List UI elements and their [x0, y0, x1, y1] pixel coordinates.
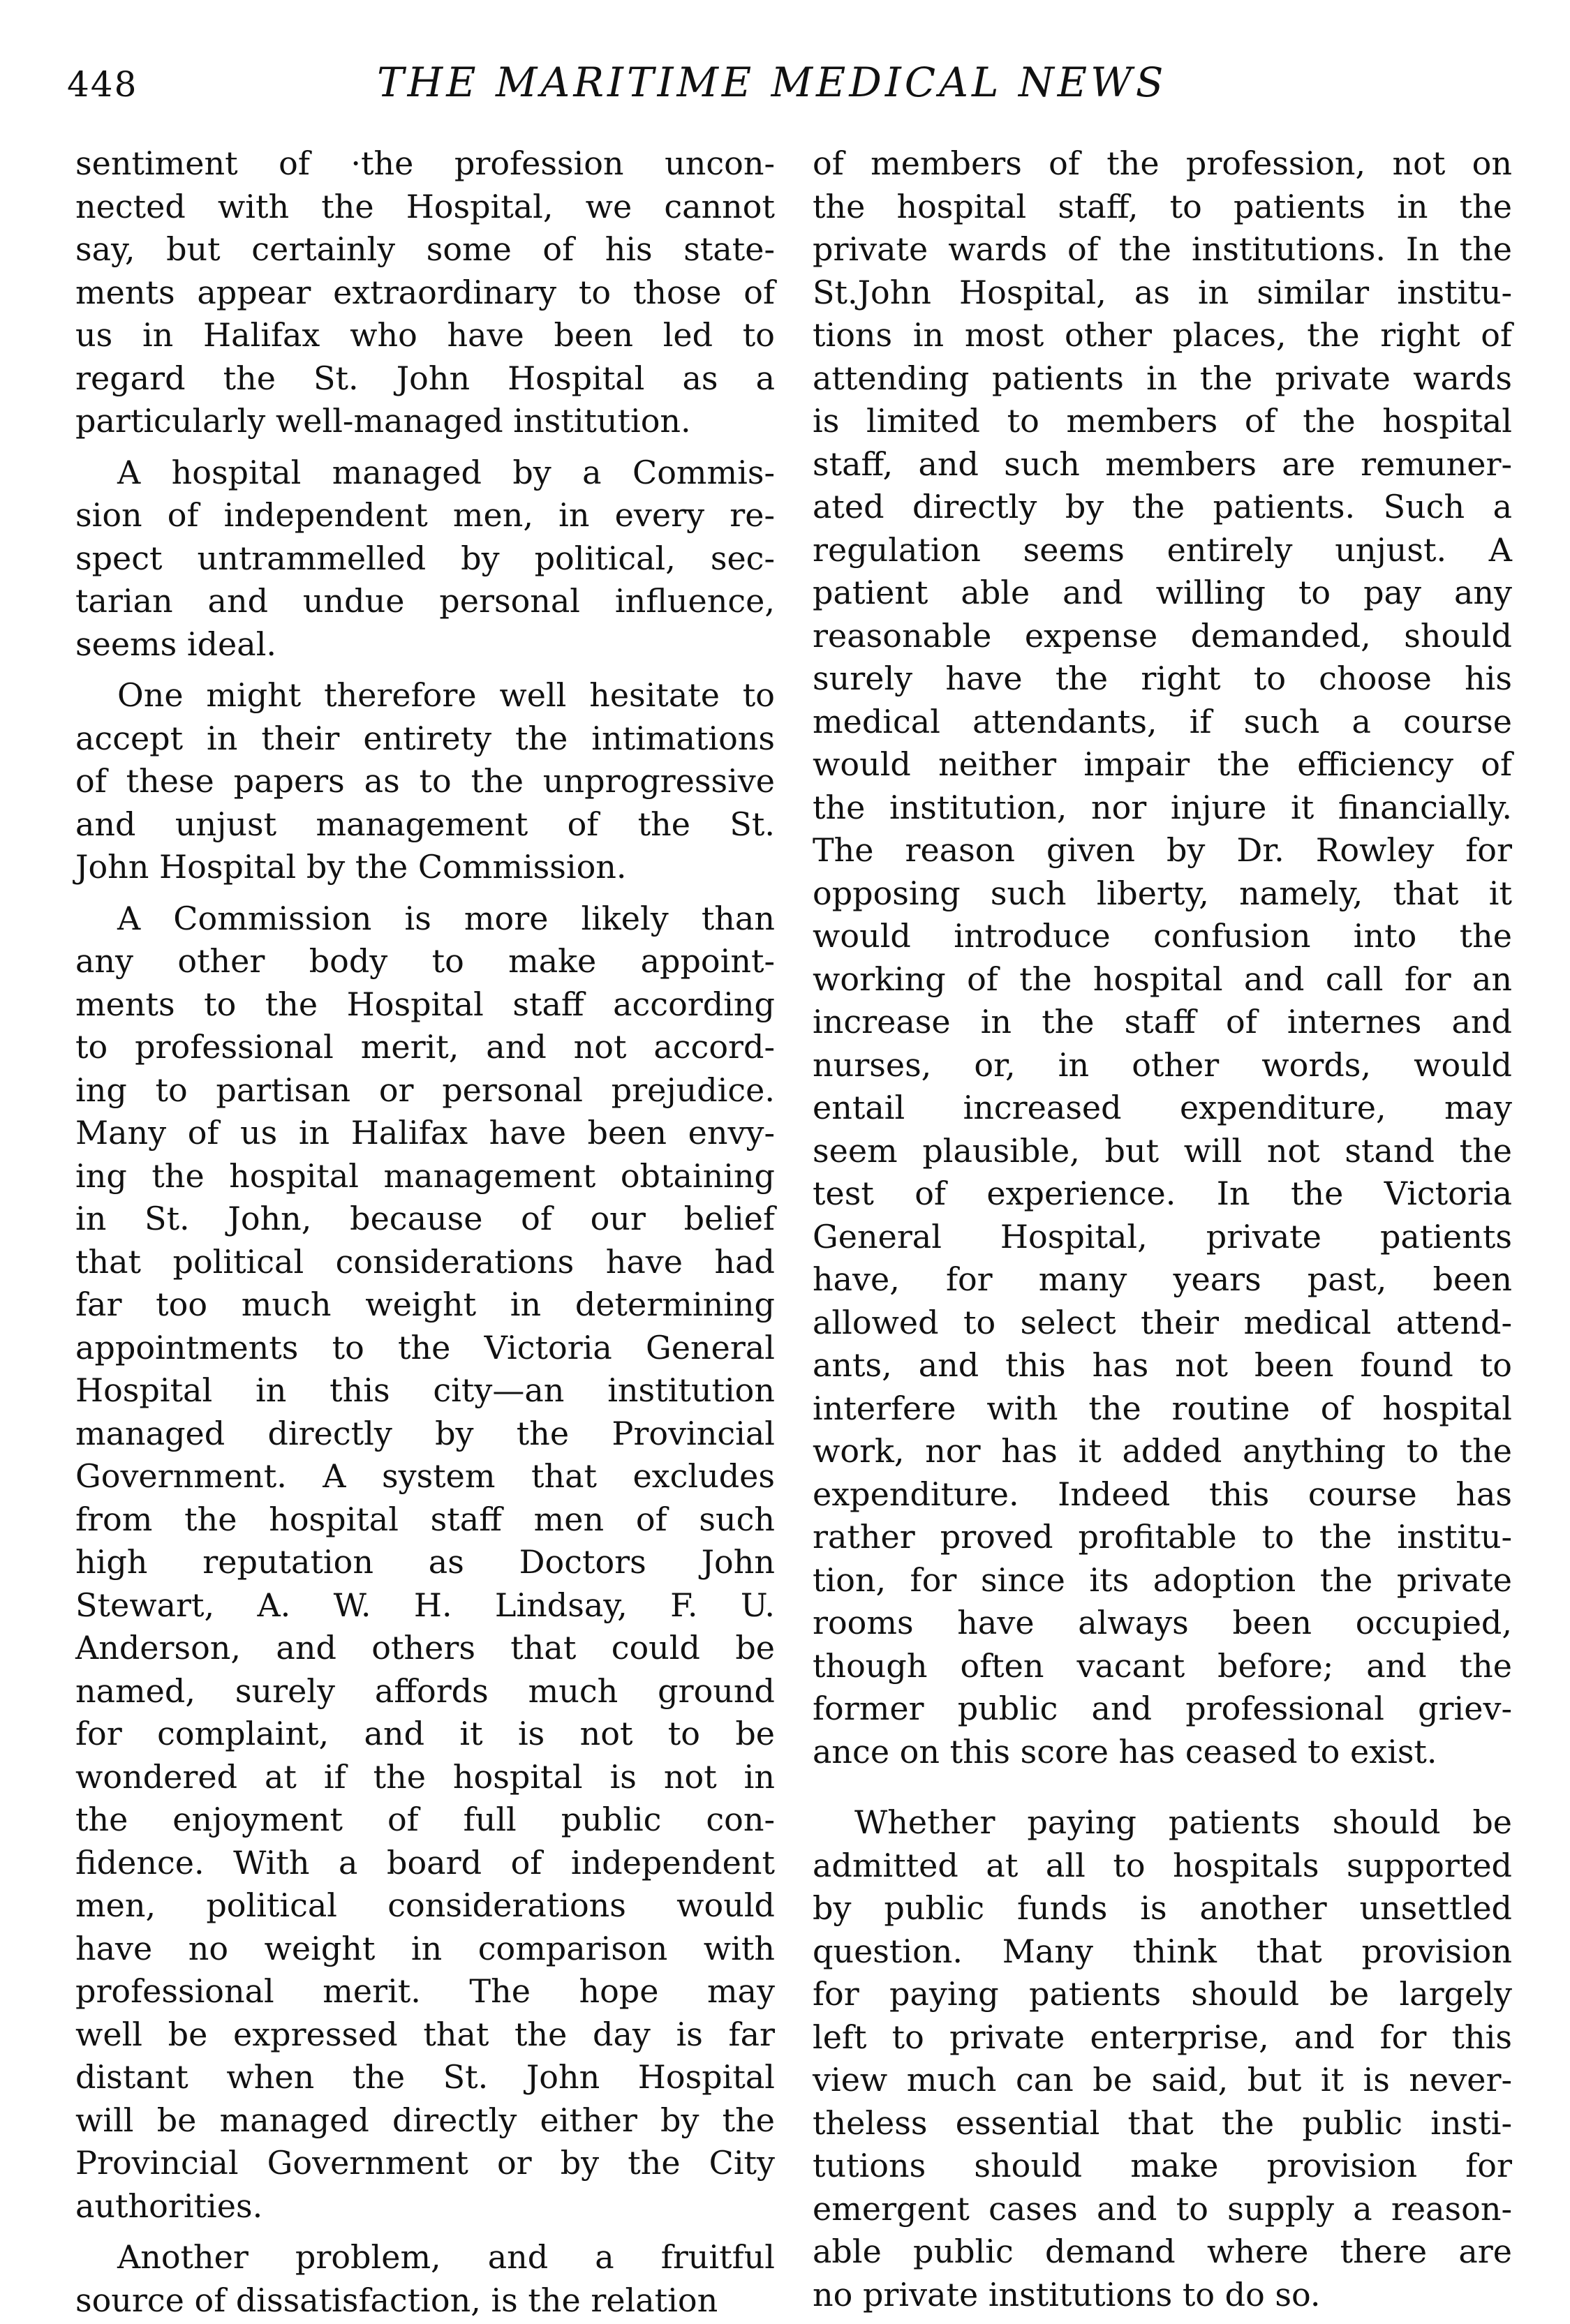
text-line: A hospital managed by a Commis-	[117, 453, 775, 491]
text-line: increase in the staff of internes and	[813, 1003, 1512, 1041]
text-line: Hospital in this city—an institution	[75, 1371, 775, 1409]
text-line: former public and professional griev-	[813, 1690, 1512, 1727]
text-line: well be expressed that the day is far	[75, 2015, 775, 2053]
text-line: seems ideal.	[75, 625, 277, 663]
right-column	[813, 142, 1512, 2316]
text-line: Whether paying patients should be	[854, 1803, 1512, 1841]
text-line: fidence. With a board of independent	[75, 1843, 775, 1882]
text-line: of these papers as to the unprogressive	[75, 762, 775, 800]
text-line: left to private enterprise, and for this	[813, 2018, 1512, 2056]
text-line: ing the hospital management obtaining	[75, 1156, 775, 1195]
text-line: wondered at if the hospital is not in	[75, 1757, 775, 1796]
text-line: private wards of the institutions. In the	[813, 230, 1512, 268]
text-line: nected with the Hospital, we cannot	[75, 187, 775, 225]
text-line: for complaint, and it is not to be	[75, 1715, 775, 1752]
text-line: seem plausible, but will not stand the	[813, 1131, 1512, 1170]
text-line: authorities.	[75, 2187, 263, 2225]
text-line: view much can be said, but it is never-	[813, 2061, 1512, 2099]
text-line: surely have the right to choose his	[813, 660, 1512, 697]
text-line: Anderson, and others that could be	[75, 1629, 775, 1667]
text-line: theless essential that the public insti-	[813, 2103, 1512, 2142]
text-line: regulation seems entirely unjust. A	[813, 530, 1512, 569]
text-line: of members of the profession, not on	[813, 144, 1512, 182]
text-line: admitted at all to hospitals supported	[813, 1846, 1512, 1884]
text-line: entail increased expenditure, may	[813, 1089, 1512, 1126]
paragraph	[813, 1801, 1512, 2316]
paragraph	[813, 142, 1512, 1773]
text-line: reasonable expense demanded, should	[813, 616, 1512, 655]
text-line: patient able and willing to pay any	[813, 574, 1512, 611]
text-line: high reputation as Doctors John	[75, 1543, 775, 1581]
text-line: ments appear extraordinary to those of	[75, 273, 775, 311]
text-line: us in Halifax who have been led to	[75, 316, 775, 354]
text-line: in St. John, because of our belief	[75, 1200, 775, 1237]
text-line: distant when the St. John Hospital	[75, 2058, 775, 2096]
text-line: the enjoyment of full public con-	[75, 1801, 775, 1838]
text-line: the hospital staff, to patients in the	[813, 187, 1512, 225]
text-line: to professional merit, and not accord-	[75, 1028, 775, 1066]
text-line: emergent cases and to supply a reason-	[813, 2189, 1512, 2228]
text-line: sentiment of ·the profession uncon-	[75, 144, 775, 182]
text-line: ments to the Hospital staff according	[75, 985, 775, 1023]
text-line: attending patients in the private wards	[813, 359, 1512, 397]
text-line: work, nor has it added anything to the	[813, 1432, 1512, 1470]
paragraph	[75, 897, 775, 2228]
text-line: nurses, or, in other words, would	[813, 1045, 1512, 1084]
text-line: Stewart, A. W. H. Lindsay, F. U.	[75, 1586, 775, 1624]
text-line: St.John Hospital, as in similar institu-	[813, 273, 1512, 311]
text-line: Another problem, and a fruitful	[117, 2238, 775, 2276]
text-line: expenditure. Indeed this course has	[813, 1475, 1512, 1513]
text-line: The reason given by Dr. Rowley for	[813, 831, 1512, 869]
text-line: Government. A system that excludes	[75, 1457, 775, 1495]
text-line: Provincial Government or by the City	[75, 2144, 775, 2182]
text-line: interfere with the routine of hospital	[813, 1389, 1512, 1427]
text-line: A Commission is more likely than	[117, 899, 775, 937]
text-line: tutions should make provision for	[813, 2147, 1512, 2184]
text-line: ated directly by the patients. Such a	[813, 488, 1512, 526]
text-line: tarian and undue personal influence,	[75, 582, 775, 620]
text-line: that political considerations have had	[75, 1242, 775, 1281]
text-line: far too much weight in determining	[75, 1286, 775, 1323]
paragraph	[75, 452, 775, 666]
text-line: no private institutions to do so.	[813, 2275, 1321, 2314]
text-line: men, political considerations would	[75, 1886, 775, 1924]
paragraph	[75, 2236, 775, 2322]
text-line: would introduce confusion into the	[813, 917, 1512, 955]
text-line: particularly well-managed institution.	[75, 402, 691, 440]
text-line: accept in their entirety the intimations	[75, 719, 775, 757]
text-line: appointments to the Victoria General	[75, 1328, 775, 1366]
text-line: have no weight in comparison with	[75, 1929, 775, 1967]
text-line: ance on this score has ceased to exist.	[813, 1732, 1437, 1771]
text-line: tion, for since its adoption the private	[813, 1560, 1512, 1599]
text-line: would neither impair the efficiency of	[813, 745, 1512, 783]
text-line: any other body to make appoint-	[75, 942, 775, 980]
text-line: is limited to members of the hospital	[813, 402, 1512, 440]
paragraph	[75, 674, 775, 889]
text-line: and unjust management of the St.	[75, 805, 775, 843]
running-head: THE MARITIME MEDICAL NEWS	[377, 59, 1167, 106]
text-line: have, for many years past, been	[813, 1260, 1512, 1298]
text-line: for paying patients should be largely	[813, 1975, 1512, 2013]
text-line: professional merit. The hope may	[75, 1972, 775, 2010]
text-line: will be managed directly either by the	[75, 2101, 775, 2139]
text-line: managed directly by the Provincial	[75, 1414, 775, 1452]
text-line: able public demand where there are	[813, 2233, 1512, 2270]
text-line: working of the hospital and call for an	[813, 960, 1512, 998]
text-line: from the hospital staff men of such	[75, 1500, 775, 1538]
text-line: by public funds is another unsettled	[813, 1889, 1512, 1927]
page-number: 448	[67, 64, 138, 105]
text-line: Many of us in Halifax have been envy-	[75, 1114, 775, 1152]
text-line: General Hospital, private patients	[813, 1217, 1512, 1256]
text-line: named, surely affords much ground	[75, 1671, 775, 1710]
text-line: medical attendants, if such a course	[813, 702, 1512, 740]
text-line: ing to partisan or personal prejudice.	[75, 1071, 775, 1109]
paragraph	[75, 142, 775, 443]
text-line: regard the St. John Hospital as a	[75, 359, 775, 397]
text-line: the institution, nor injure it financially.	[813, 788, 1512, 826]
text-line: source of dissatisfaction, is the relation	[75, 2281, 718, 2319]
text-line: though often vacant before; and the	[813, 1646, 1512, 1685]
text-line: tions in most other places, the right of	[813, 316, 1512, 354]
text-line: rather proved profitable to the institu-	[813, 1518, 1512, 1556]
left-column	[75, 142, 775, 2322]
text-line: John Hospital by the Commission.	[75, 848, 627, 886]
text-line: say, but certainly some of his state-	[75, 230, 775, 268]
text-line: spect untrammelled by political, sec-	[75, 539, 775, 577]
text-line: opposing such liberty, namely, that it	[813, 874, 1512, 912]
text-line: staff, and such members are remuner-	[813, 445, 1512, 483]
text-line: question. Many think that provision	[813, 1932, 1512, 1970]
text-line: rooms have always been occupied,	[813, 1604, 1512, 1641]
text-line: sion of independent men, in every re-	[75, 496, 775, 534]
text-line: allowed to select their medical attend-	[813, 1303, 1512, 1341]
text-line: One might therefore well hesitate to	[117, 676, 775, 714]
text-line: test of experience. In the Victoria	[813, 1175, 1512, 1212]
text-line: ants, and this has not been found to	[813, 1346, 1512, 1384]
